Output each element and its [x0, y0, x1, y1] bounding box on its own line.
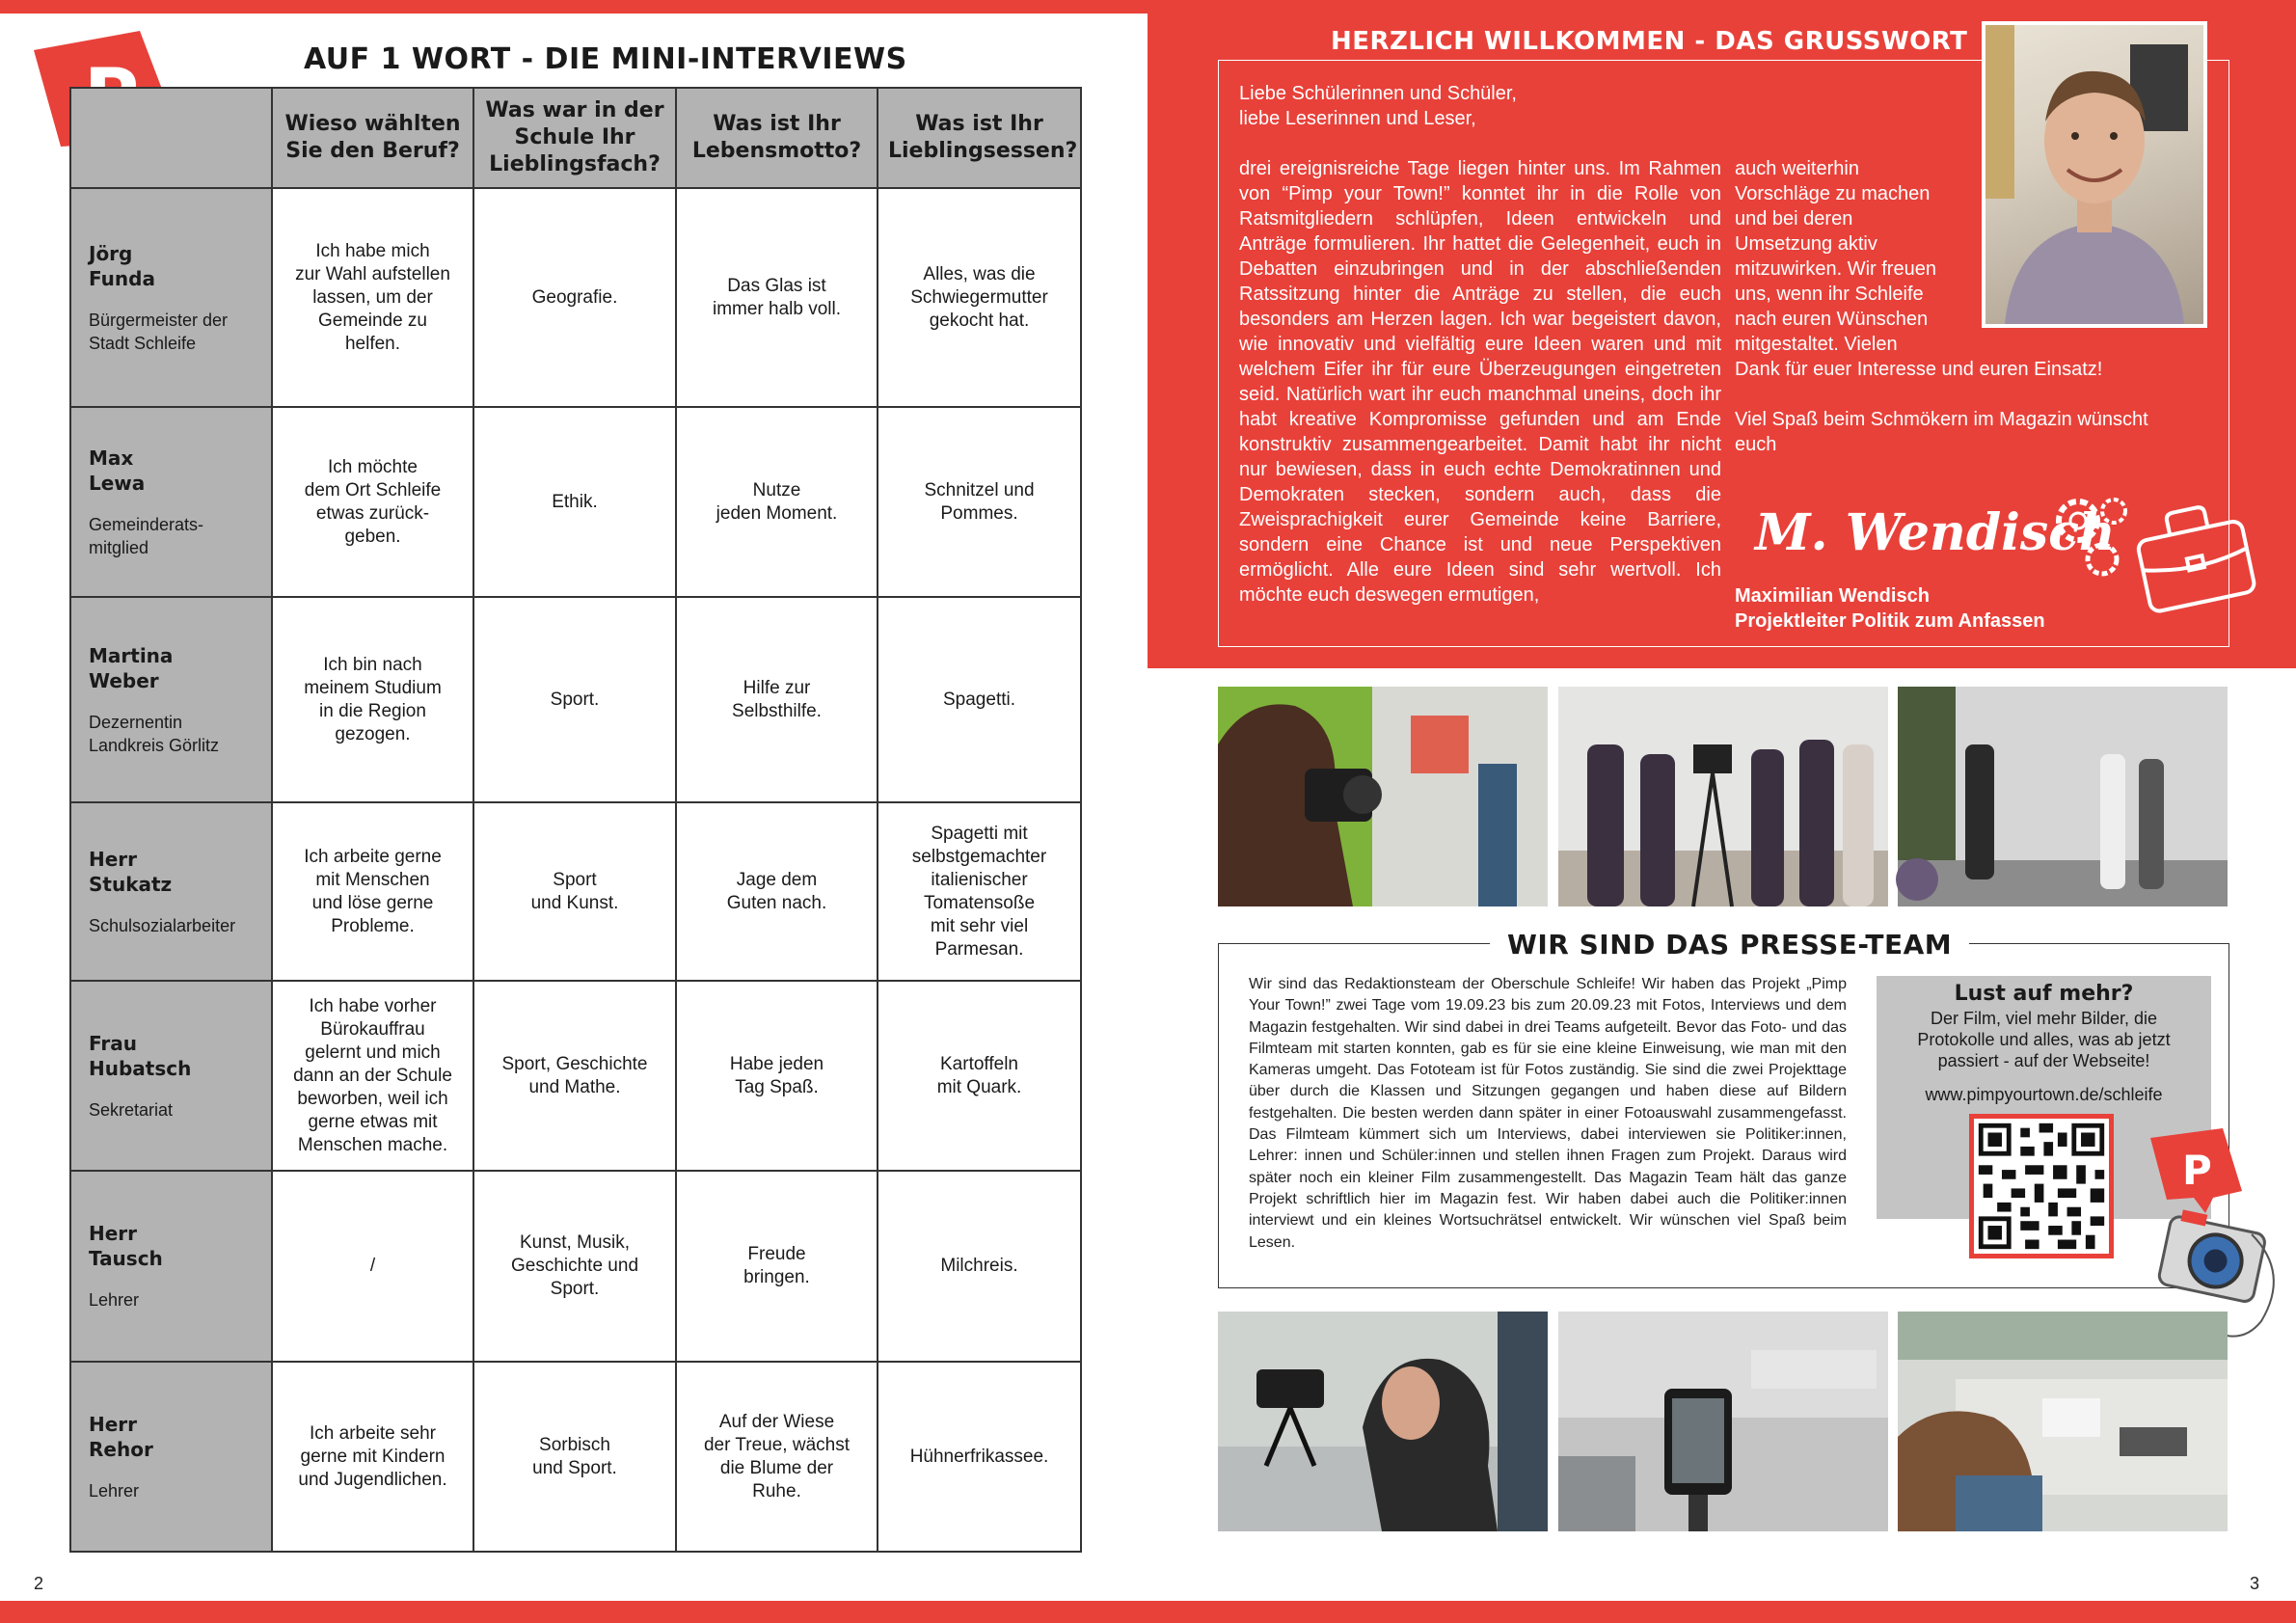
table-row: [70, 1362, 1081, 1552]
handwritten-signature: [1750, 487, 2116, 574]
person-role: Schulsozialarbeiter: [89, 915, 236, 935]
photo-camera-girl: [1218, 687, 1548, 906]
person-cell: [70, 802, 272, 981]
answer-cell: Hühnerfrikassee.: [878, 1362, 1081, 1552]
qr-code-icon[interactable]: [1969, 1114, 2114, 1258]
photo-phone-gimbal: [1558, 1312, 1888, 1531]
table-header: Was ist Ihr Lieblingsessen?: [878, 88, 1081, 188]
answer-cell: Habe jeden Tag Spaß.: [676, 981, 878, 1171]
press-team-text: Wir sind das Redaktionsteam der Oberschule Schleife! Wir haben das Projekt „Pimp Your Town!” zwei Tage vom 19.09.23 bis zum 20.09.23 mit Fotos, Interviews und dem Magazin festgehalten. Wir sind dabei in drei Teams aufgeteilt. Bevor das Foto- und das Filmteam mit starten konnten, gab es für sie eine kleine Einweisung, wie man mit den Kameras umgeht. Das Fototeam ist für Fotos zuständig. Sie sind die zwei Projekttage über durch die Klassen und Sitzungen gegangen und haben diese auf Bildern festgehalten. Die besten werden dann später in einer Fotoauswahl zusammengefasst. Das Filmteam kümmert sich um Interviews, dabei interviewen sie Politiker:innen, Lehrer: innen und Schüler:innen und stellen ihnen Fragen zum Projekt. Daraus wird später noch ein kleiner Film zusammengestellt. Das Magazin Team hält das ganze Projekt schriftlich hier im Magazin fest. Wir haben dabei auch die Politiker:innen interviewt und ein kleines Wortsuchrätsel entwickelt. Wir wünschen viel Spaß beim Lesen.: [1249, 976, 1847, 1251]
welcome-text-column-1: drei ereignisreiche Tage liegen hinter uns. Im Rahmen von “Pimp your Town!” konntet ihr in die Rolle von Ratsmitgliedern schlüpfen, Ideen entwickeln und Anträge formulieren. Ihr hattet die Gelegenheit, euch in Debatten einzubringen und in der abschließenden Ratssitzung hinter die Anträge zu stellen, die euch besonders am Herzen lagen. Ich war begeistert davon, wie innovativ und vielfältig eure Ideen waren und mit welchem Eifer ihr für eure Überzeugungen eingetreten seid. Natürlich wart ihr euch manchmal uneins, doch ihr habt kreative Kompromisse gefunden und am Ende konstruktiv zusammengearbeitet. Damit habt ihr nicht nur bewiesen, dass in euch echte Demokratinnen und Demokraten stecken, sondern auch, dass die Zweisprachigkeit eurer Gemeinde keine Barriere, sondern eine Chance ist und neue Perspektiven ermöglicht. Alle eure Ideen sind sehr wertvoll. Ich möchte euch deswegen ermutigen,: [1239, 158, 1721, 606]
person-cell: [70, 1362, 272, 1552]
answer-cell: /: [272, 1171, 473, 1362]
briefcase-icon: [2126, 492, 2261, 617]
person-cell: [70, 597, 272, 802]
page-number-left: 2: [34, 1574, 44, 1593]
photo-tripod-girl: [1218, 1312, 1548, 1531]
more-info-title: Lust auf mehr?: [1954, 982, 2134, 1006]
top-accent-bar: [0, 0, 1148, 14]
person-cell: [70, 407, 272, 597]
portrait-photo: [1982, 21, 2207, 328]
answer-cell: Hilfe zur Selbsthilfe.: [676, 597, 878, 802]
welcome-text-column-2: auch weiterhin Vorschläge zu machen und bei deren Umsetzung aktiv mitzuwirken. Wir freuen uns, wenn ihr Schleife nach euren Wünschen mitgestaltet. Vielen: [1735, 158, 1936, 355]
answer-cell: Sport.: [473, 597, 676, 802]
answer-cell: Ich arbeite sehr gerne mit Kindern und Jugendlichen.: [272, 1362, 473, 1552]
answer-cell: Kartoffeln mit Quark.: [878, 981, 1081, 1171]
person-name: Herr Tausch: [89, 1222, 163, 1270]
person-role: Lehrer: [89, 1480, 140, 1501]
person-cell: [70, 981, 272, 1171]
answer-cell: Freude bringen.: [676, 1171, 878, 1362]
person-cell: [70, 1171, 272, 1362]
person-role: Gemeinderats- mitglied: [89, 514, 204, 557]
person-name: Herr Stukatz: [89, 847, 173, 896]
answer-cell: Ich bin nach meinem Studium in die Region gezogen.: [272, 597, 473, 802]
answer-cell: Alles, was die Schwiegermutter gekocht hat.: [878, 188, 1081, 407]
answer-cell: Ich habe vorher Bürokauffrau gelernt und mich dann an der Schule beworben, weil ich gerne etwas mit Menschen mache.: [272, 981, 473, 1171]
person-role: Lehrer: [89, 1290, 140, 1310]
interviews-title: AUF 1 WORT - DIE MINI-INTERVIEWS: [304, 42, 907, 76]
welcome-title: HERZLICH WILLKOMMEN - DAS GRUSSWORT: [1315, 27, 1983, 56]
answer-cell: Ich arbeite gerne mit Menschen und löse gerne Probleme.: [272, 802, 473, 981]
table-row: [70, 1171, 1081, 1362]
interviews-table: [69, 87, 1082, 1553]
welcome-greeting: Liebe Schülerinnen und Schüler, liebe Leserinnen und Leser,: [1239, 83, 1517, 129]
answer-cell: Spagetti mit selbstgemachter italienischer Tomatensoße mit sehr viel Parmesan.: [878, 802, 1081, 981]
svg-text:M. Wendisch: M. Wendisch: [1755, 503, 2116, 562]
more-info-text: Der Film, viel mehr Bilder, die Protokolle und alles, was ab jetzt passiert - auf der Webseite!: [1917, 1009, 2171, 1070]
table-row: [70, 802, 1081, 981]
table-header: Was war in der Schule Ihr Lieblingsfach?: [473, 88, 676, 188]
answer-cell: Ethik.: [473, 407, 676, 597]
answer-cell: Kunst, Musik, Geschichte und Sport.: [473, 1171, 676, 1362]
answer-cell: Das Glas ist immer halb voll.: [676, 188, 878, 407]
photo-presentation: [1898, 687, 2228, 906]
answer-cell: Ich möchte dem Ort Schleife etwas zurück- geben.: [272, 407, 473, 597]
answer-cell: Milchreis.: [878, 1171, 1081, 1362]
table-row: [70, 597, 1081, 802]
answer-cell: Sorbisch und Sport.: [473, 1362, 676, 1552]
answer-cell: Schnitzel und Pommes.: [878, 407, 1081, 597]
table-header: Wieso wählten Sie den Beruf?: [272, 88, 473, 188]
person-name: Frau Hubatsch: [89, 1031, 192, 1080]
website-link[interactable]: www.pimpyourtown.de/schleife: [1925, 1085, 2163, 1104]
person-name: Max Lewa: [89, 446, 146, 495]
answer-cell: Nutze jeden Moment.: [676, 407, 878, 597]
answer-cell: Jage dem Guten nach.: [676, 802, 878, 981]
person-name: Herr Rehor: [89, 1412, 153, 1461]
person-role: Sekretariat: [89, 1099, 174, 1120]
bottom-accent-bar: [0, 1601, 2296, 1623]
answer-cell: Auf der Wiese der Treue, wächst die Blume der Ruhe.: [676, 1362, 878, 1552]
answer-cell: Ich habe mich zur Wahl aufstellen lassen, um der Gemeinde zu helfen.: [272, 188, 473, 407]
table-header-row: [70, 88, 1081, 188]
table-row: [70, 407, 1081, 597]
person-role: Bürgermeister der Stadt Schleife: [89, 310, 229, 353]
person-name: Martina Weber: [89, 643, 174, 692]
photo-classroom-writing: [1898, 1312, 2228, 1531]
answer-cell: Spagetti.: [878, 597, 1081, 802]
welcome-text-closing: Dank für euer Interesse und euren Einsatz! Viel Spaß beim Schmökern im Magazin wünscht euch: [1735, 359, 2148, 455]
press-team-title: WIR SIND DAS PRESSE-TEAM: [1490, 929, 1969, 960]
signer-name: Maximilian Wendisch Projektleiter Politik zum Anfassen: [1735, 585, 2045, 632]
person-role: Dezernentin Landkreis Görlitz: [89, 712, 220, 755]
answer-cell: Sport und Kunst.: [473, 802, 676, 981]
page-number-right: 3: [2250, 1574, 2260, 1593]
svg-text:P: P: [2182, 1147, 2212, 1194]
photo-film-team: [1558, 687, 1888, 906]
person-name: Jörg Funda: [89, 241, 155, 290]
person-cell: [70, 188, 272, 407]
table-row: [70, 188, 1081, 407]
table-header-corner: [70, 88, 272, 188]
answer-cell: Sport, Geschichte und Mathe.: [473, 981, 676, 1171]
answer-cell: Geografie.: [473, 188, 676, 407]
table-header: Was ist Ihr Lebensmotto?: [676, 88, 878, 188]
table-row: [70, 981, 1081, 1171]
